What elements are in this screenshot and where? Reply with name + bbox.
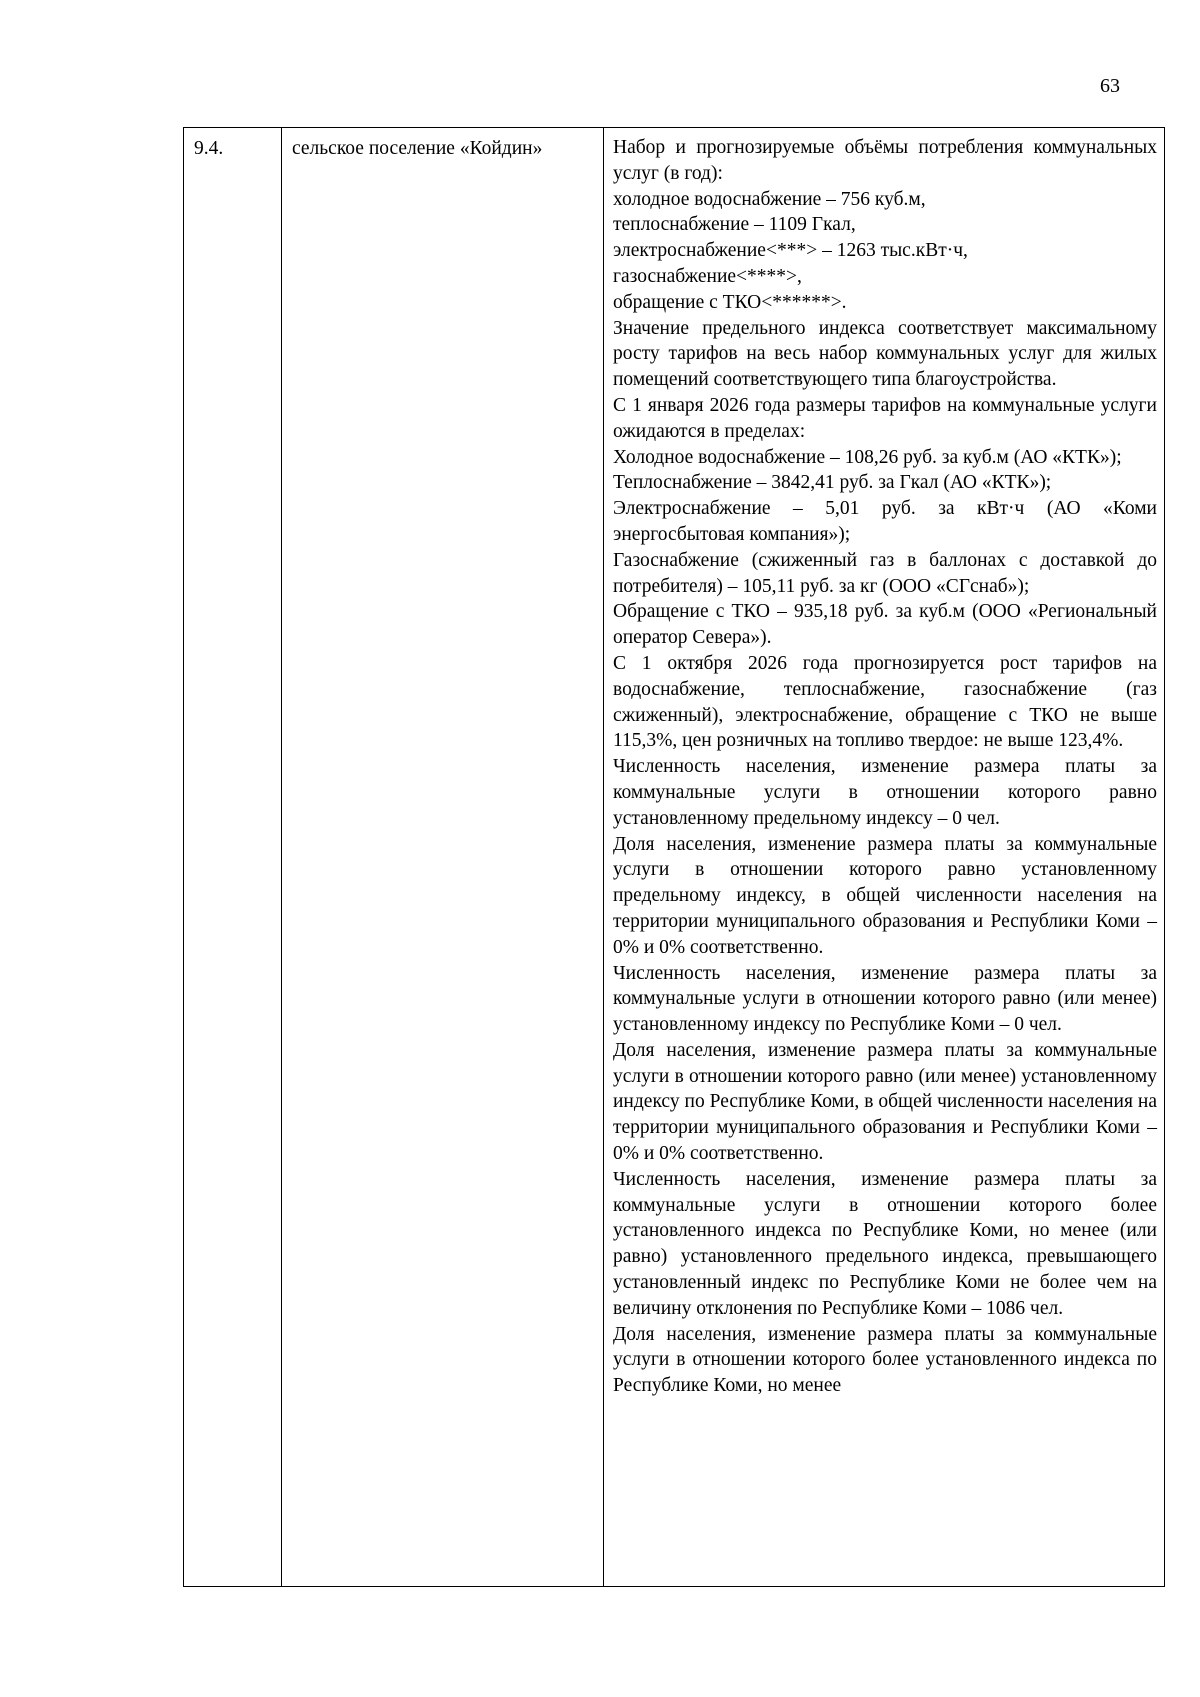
consumption-item-heat: теплоснабжение – 1109 Гкал, [613, 214, 856, 236]
row-number-cell [184, 128, 282, 1587]
tariffs-intro-paragraph: С 1 января 2026 года размеры тарифов на коммунальные услуги ожидаются в пределах: [613, 394, 1157, 442]
consumption-item-cold-water: холодное водоснабжение – 756 куб.м, [613, 188, 926, 210]
share-below-index-paragraph: Доля населения, изменение размера платы за коммунальные услуги в отношении которого равно (или менее) установленному индексу по Республике Коми, в общей численности населения на территории муниципального образования и Республики Коми – 0% и 0% соответственно. [613, 1039, 1157, 1165]
share-equal-limit-paragraph: Доля населения, изменение размера платы за коммунальные услуги в отношении которого равно установленному предельному индексу, в общей численности населения на территории муниципального образования и Республики Коми – 0% и 0% соответственно. [613, 833, 1157, 958]
settlement-name: сельское поселение «Койдин» [292, 138, 543, 159]
row-number: 9.4. [194, 138, 224, 159]
tariff-waste: Обращение с ТКО – 935,18 руб. за куб.м (ООО «Региональный оператор Севера»). [613, 601, 1157, 649]
table-row [184, 128, 1165, 1587]
index-note-paragraph: Значение предельного индекса соответствует максимальному росту тарифов на весь набор коммунальных услуг для жилых помещений соответствующего типа благоустройства. [613, 317, 1157, 391]
tariff-gas: Газоснабжение (сжиженный газ в баллонах с доставкой до потребителя) – 105,11 руб. за кг (ООО «СГснаб»); [613, 549, 1157, 597]
share-above-index-paragraph: Доля населения, изменение размера платы за коммунальные услуги в отношении которого более установленного индекса по Республике Коми, но менее [613, 1323, 1157, 1397]
population-equal-limit-paragraph: Численность населения, изменение размера платы за коммунальные услуги в отношении которого равно установленному предельному индексу – 0 чел. [613, 756, 1157, 829]
tariff-table [183, 127, 1165, 1587]
description-cell [604, 128, 1165, 1587]
tariff-heat: Теплоснабжение – 3842,41 руб. за Гкал (АО «КТК»); [613, 472, 1052, 494]
growth-forecast-paragraph: С 1 октября 2026 года прогнозируется рост тарифов на водоснабжение, теплоснабжение, газоснабжение (газ сжиженный), электроснабжение, обращение с ТКО не выше 115,3%, цен розничных на топливо твердое: не выше 123,4%. [613, 652, 1157, 752]
tariff-electricity: Электроснабжение – 5,01 руб. за кВт·ч (АО «Коми энергосбытовая компания»); [613, 498, 1157, 545]
consumption-heading: Набор и прогнозируемые объёмы потребления коммунальных услуг (в год): [613, 137, 1157, 184]
consumption-item-waste: обращение с ТКО<******>. [613, 291, 847, 313]
consumption-item-electricity: электроснабжение<***> – 1263 тыс.кВт·ч, [613, 240, 968, 262]
tariff-cold-water: Холодное водоснабжение – 108,26 руб. за куб.м (АО «КТК»); [613, 446, 1122, 468]
page-number: 63 [1100, 75, 1120, 97]
population-above-index-paragraph: Численность населения, изменение размера платы за коммунальные услуги в отношении которого более установленного индекса по Республике Коми, но менее (или равно) установленного предельного индекса, превышающего установленный индекс по Республике Коми не более чем на величину отклонения по Республике Коми – 1086 чел. [613, 1168, 1157, 1319]
population-below-index-paragraph: Численность населения, изменение размера платы за коммунальные услуги в отношении которого равно (или менее) установленному индексу по Республике Коми – 0 чел. [613, 962, 1157, 1036]
consumption-item-gas: газоснабжение<****>, [613, 265, 802, 287]
settlement-name-cell [282, 128, 604, 1587]
